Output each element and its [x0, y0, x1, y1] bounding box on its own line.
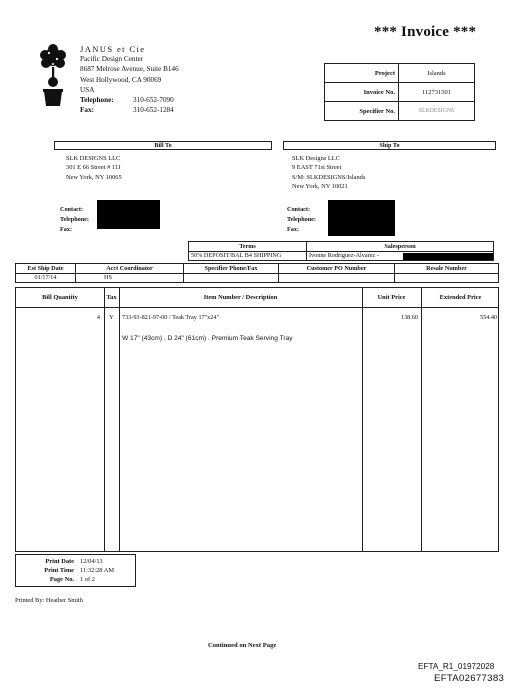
company-address-line3: West Hollywood, CA 90069 [80, 75, 162, 84]
bill-to-line2: 301 E 66 Street # 11J [66, 164, 121, 172]
company-address-line1: Pacific Design Center [80, 55, 144, 64]
extended-price-header: Extended Price [439, 294, 482, 301]
bill-to-header: Bill To [54, 141, 272, 150]
specifier-phone-header: Specifier Phone/Fax [184, 264, 279, 274]
ship-to-contact-label: Contact: [287, 206, 311, 213]
print-info-box [15, 554, 136, 587]
telephone-value: 310-652-7090 [133, 96, 174, 105]
redaction-block [97, 200, 160, 229]
est-ship-date-header: Est Ship Date [16, 264, 76, 274]
terms-table [188, 241, 494, 261]
item-description-header: Item Number / Description [203, 294, 278, 301]
company-info [80, 44, 179, 115]
ship-to-line1: SLK Designs LLC [292, 155, 340, 162]
print-date-value: 12/04/13 [80, 558, 103, 565]
terms-label: Terms [189, 242, 307, 252]
specifier-label: Specifier No. [325, 102, 399, 120]
invoice-number-value: 112731501 [421, 88, 451, 96]
print-time-label: Print Time [44, 567, 74, 575]
redaction-block [328, 200, 395, 236]
acct-coordinator-header: Acct Coordinator [76, 264, 184, 274]
acct-coordinator-value: HS [76, 273, 184, 283]
item-description: W 17" (43cm) . D 24" (61cm) . Premium Teak Serving Tray [122, 335, 293, 342]
footer-id-primary: EFTA_R1_01972028 [418, 662, 495, 671]
ship-to-address [292, 154, 365, 192]
ship-to-telephone-label: Telephone: [287, 216, 316, 223]
print-time-value: 11:32:28 AM [80, 567, 115, 575]
telephone-label: Telephone: [80, 96, 114, 105]
bill-to-contact-label: Contact: [60, 206, 84, 213]
company-address-line4: USA [80, 85, 95, 94]
specifier-phone-value [184, 273, 279, 283]
invoice-title: *** Invoice *** [374, 24, 477, 40]
resale-number-header: Resale Number [395, 264, 499, 274]
customer-po-header: Customer PO Number [279, 264, 395, 274]
line-items-table [15, 287, 499, 552]
company-fax-row [80, 105, 179, 115]
resale-number-value [395, 273, 499, 283]
tax-header: Tax [106, 294, 117, 301]
page-number-value: 1 of 2 [80, 576, 95, 584]
footer-id-secondary: EFTA02677383 [434, 673, 505, 684]
project-value: Islands [427, 69, 446, 77]
printed-by: Printed By: Heather Smith [15, 597, 83, 604]
ship-to-contact-block [287, 205, 316, 235]
bill-to-line3: New York, NY 10065 [66, 173, 122, 181]
topiary-logo-icon [34, 44, 72, 108]
bill-to-line1: SLK DESIGNS LLC [66, 155, 121, 162]
item-number: 733-93-821-97-00 / Teak Tray 17"x24" [122, 314, 219, 321]
bill-quantity-header: Bill Quantity [42, 294, 78, 301]
continued-note: Continued on Next Page [208, 642, 277, 649]
invoice-number-label: Invoice No. [325, 83, 399, 101]
salesperson-cell [307, 251, 494, 261]
redaction-block [403, 253, 493, 260]
unit-price-header: Unit Price [377, 294, 406, 301]
ship-to-line3: S/M: SLKDESIGNS/Islands [292, 173, 366, 181]
est-ship-date-value: 01/17/14 [16, 273, 76, 283]
bill-to-fax-label: Fax: [60, 226, 73, 233]
item-tax: Y [109, 314, 114, 321]
fax-value: 310-652-1284 [133, 106, 174, 115]
bill-to-telephone-label: Telephone: [60, 216, 89, 223]
print-date-row [16, 557, 135, 566]
salesperson-value: Ivonne Rodriguez-Alvarez - [309, 252, 379, 260]
company-name: JANUS et Cie [80, 44, 146, 54]
specifier-row [325, 102, 474, 120]
fax-label: Fax: [80, 106, 94, 115]
customer-po-value [279, 273, 395, 283]
print-time-row [16, 566, 135, 575]
invoice-number-row [325, 83, 474, 102]
item-quantity: 4 [96, 314, 100, 321]
page-number-label: Page No. [49, 576, 74, 584]
print-date-label: Print Date [45, 558, 74, 565]
ship-to-line2: 9 EAST 71st Street [292, 164, 342, 172]
specifier-value: SLKDESIGNS [418, 108, 455, 114]
salesperson-label: Salesperson [307, 242, 494, 252]
company-telephone-row [80, 95, 179, 105]
company-address-line2: 8687 Melrose Avenue, Suite B146 [80, 65, 179, 74]
ship-to-fax-label: Fax: [287, 226, 300, 233]
project-box [324, 63, 475, 121]
item-extended-price: 554.40 [479, 314, 497, 321]
shipping-details-table [15, 263, 499, 283]
item-unit-price: 138.60 [400, 314, 418, 321]
terms-value: 50% DEPOSIT/BAL B4 SHIPPING [189, 251, 307, 261]
project-row [325, 64, 474, 83]
project-label: Project [325, 64, 399, 82]
bill-to-address [66, 154, 122, 182]
ship-to-line4: New York, NY 10021 [292, 183, 348, 191]
ship-to-header: Ship To [283, 141, 496, 150]
bill-to-contact-block [60, 205, 89, 235]
page-number-row [16, 575, 135, 584]
